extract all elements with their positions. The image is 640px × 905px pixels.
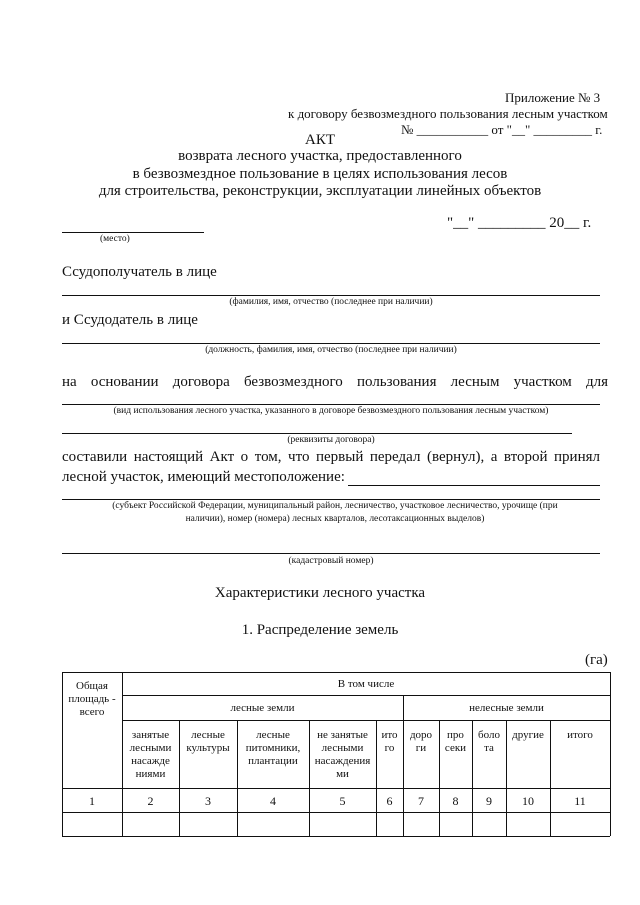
col-number-1: 1 [89, 794, 95, 808]
col-clearings: про секи [444, 729, 467, 754]
col-roads: доро ги [409, 729, 433, 754]
including-header: В том числе [337, 678, 395, 690]
col-other: другие [512, 729, 544, 741]
col-number-10: 10 [522, 794, 534, 808]
col-nonforest-total: итого [567, 729, 593, 741]
usage-caption: (вид использования лесного участка, указанного в договоре безвозмездного пользования лесным участком) [113, 406, 549, 416]
appendix-label: Приложение № 3 [505, 90, 601, 105]
lender-caption: (должность, фамилия, имя, отчество (последнее при наличии) [205, 345, 457, 355]
section-subheading: 1. Распределение земель [241, 622, 399, 638]
col-occupied-by-plantations: занятые лесными насажде ниями [129, 729, 172, 780]
act-date: "__" _________ 20__ г. [447, 215, 592, 231]
title-line-3: для строительства, реконструкции, эксплуатации линейных объектов [98, 183, 542, 199]
col-number-3: 3 [205, 794, 211, 808]
total-area-header: Общая площадь - всего [68, 680, 116, 718]
composed-text-1: составили настоящий Акт о том, что первый передал (вернул), а второй принял [62, 449, 600, 465]
cadastral-caption: (кадастровый номер) [288, 556, 374, 566]
location-caption-2: наличии), номер (номера) лесных кварталов, лесотаксационных выделов) [185, 514, 485, 524]
unit-label: (га) [585, 652, 608, 668]
col-number-9: 9 [486, 794, 492, 808]
contract-caption: (реквизиты договора) [287, 435, 375, 445]
col-number-8: 8 [452, 794, 459, 808]
col-not-occupied: не занятые лесными насаждения ми [314, 729, 371, 780]
basis-text: на основании договора безвозмездного пользования лесным участком для [62, 374, 608, 390]
borrower-label: Ссудополучатель в лице [62, 264, 217, 280]
section-heading: Характеристики лесного участка [214, 585, 426, 601]
col-number-2: 2 [147, 794, 154, 808]
forest-lands-header: лесные земли [230, 702, 295, 714]
nonforest-lands-header: нелесные земли [469, 702, 544, 714]
col-nurseries: лесные питомники, плантации [245, 729, 301, 767]
lender-label: и Ссудодатель в лице [62, 312, 198, 328]
col-number-7: 7 [418, 794, 424, 808]
place-caption: (место) [100, 234, 130, 244]
col-forest-total: ито го [381, 729, 398, 754]
col-number-11: 11 [574, 794, 586, 808]
col-swamps: боло та [478, 729, 500, 754]
col-number-5: 5 [339, 794, 346, 808]
col-forest-crops: лесные культуры [186, 729, 230, 754]
location-caption-1: (субъект Российской Федерации, муниципальный район, лесничество, участковое лесничество, урочище (при [112, 501, 558, 511]
composed-text-2: лесной участок, имеющий местоположение: [62, 469, 345, 485]
contract-number-date: № ___________ от "__" _________ г. [401, 122, 603, 137]
col-number-4: 4 [270, 794, 276, 808]
title-line-2: в безвозмездное пользование в целях использования лесов [132, 166, 508, 182]
contract-reference: к договору безвозмездного пользования лесным участком [288, 106, 608, 121]
act-title: АКТ [305, 132, 335, 148]
borrower-caption: (фамилия, имя, отчество (последнее при наличии) [229, 297, 433, 307]
col-number-6: 6 [386, 794, 393, 808]
title-line-1: возврата лесного участка, предоставленного [178, 148, 462, 164]
